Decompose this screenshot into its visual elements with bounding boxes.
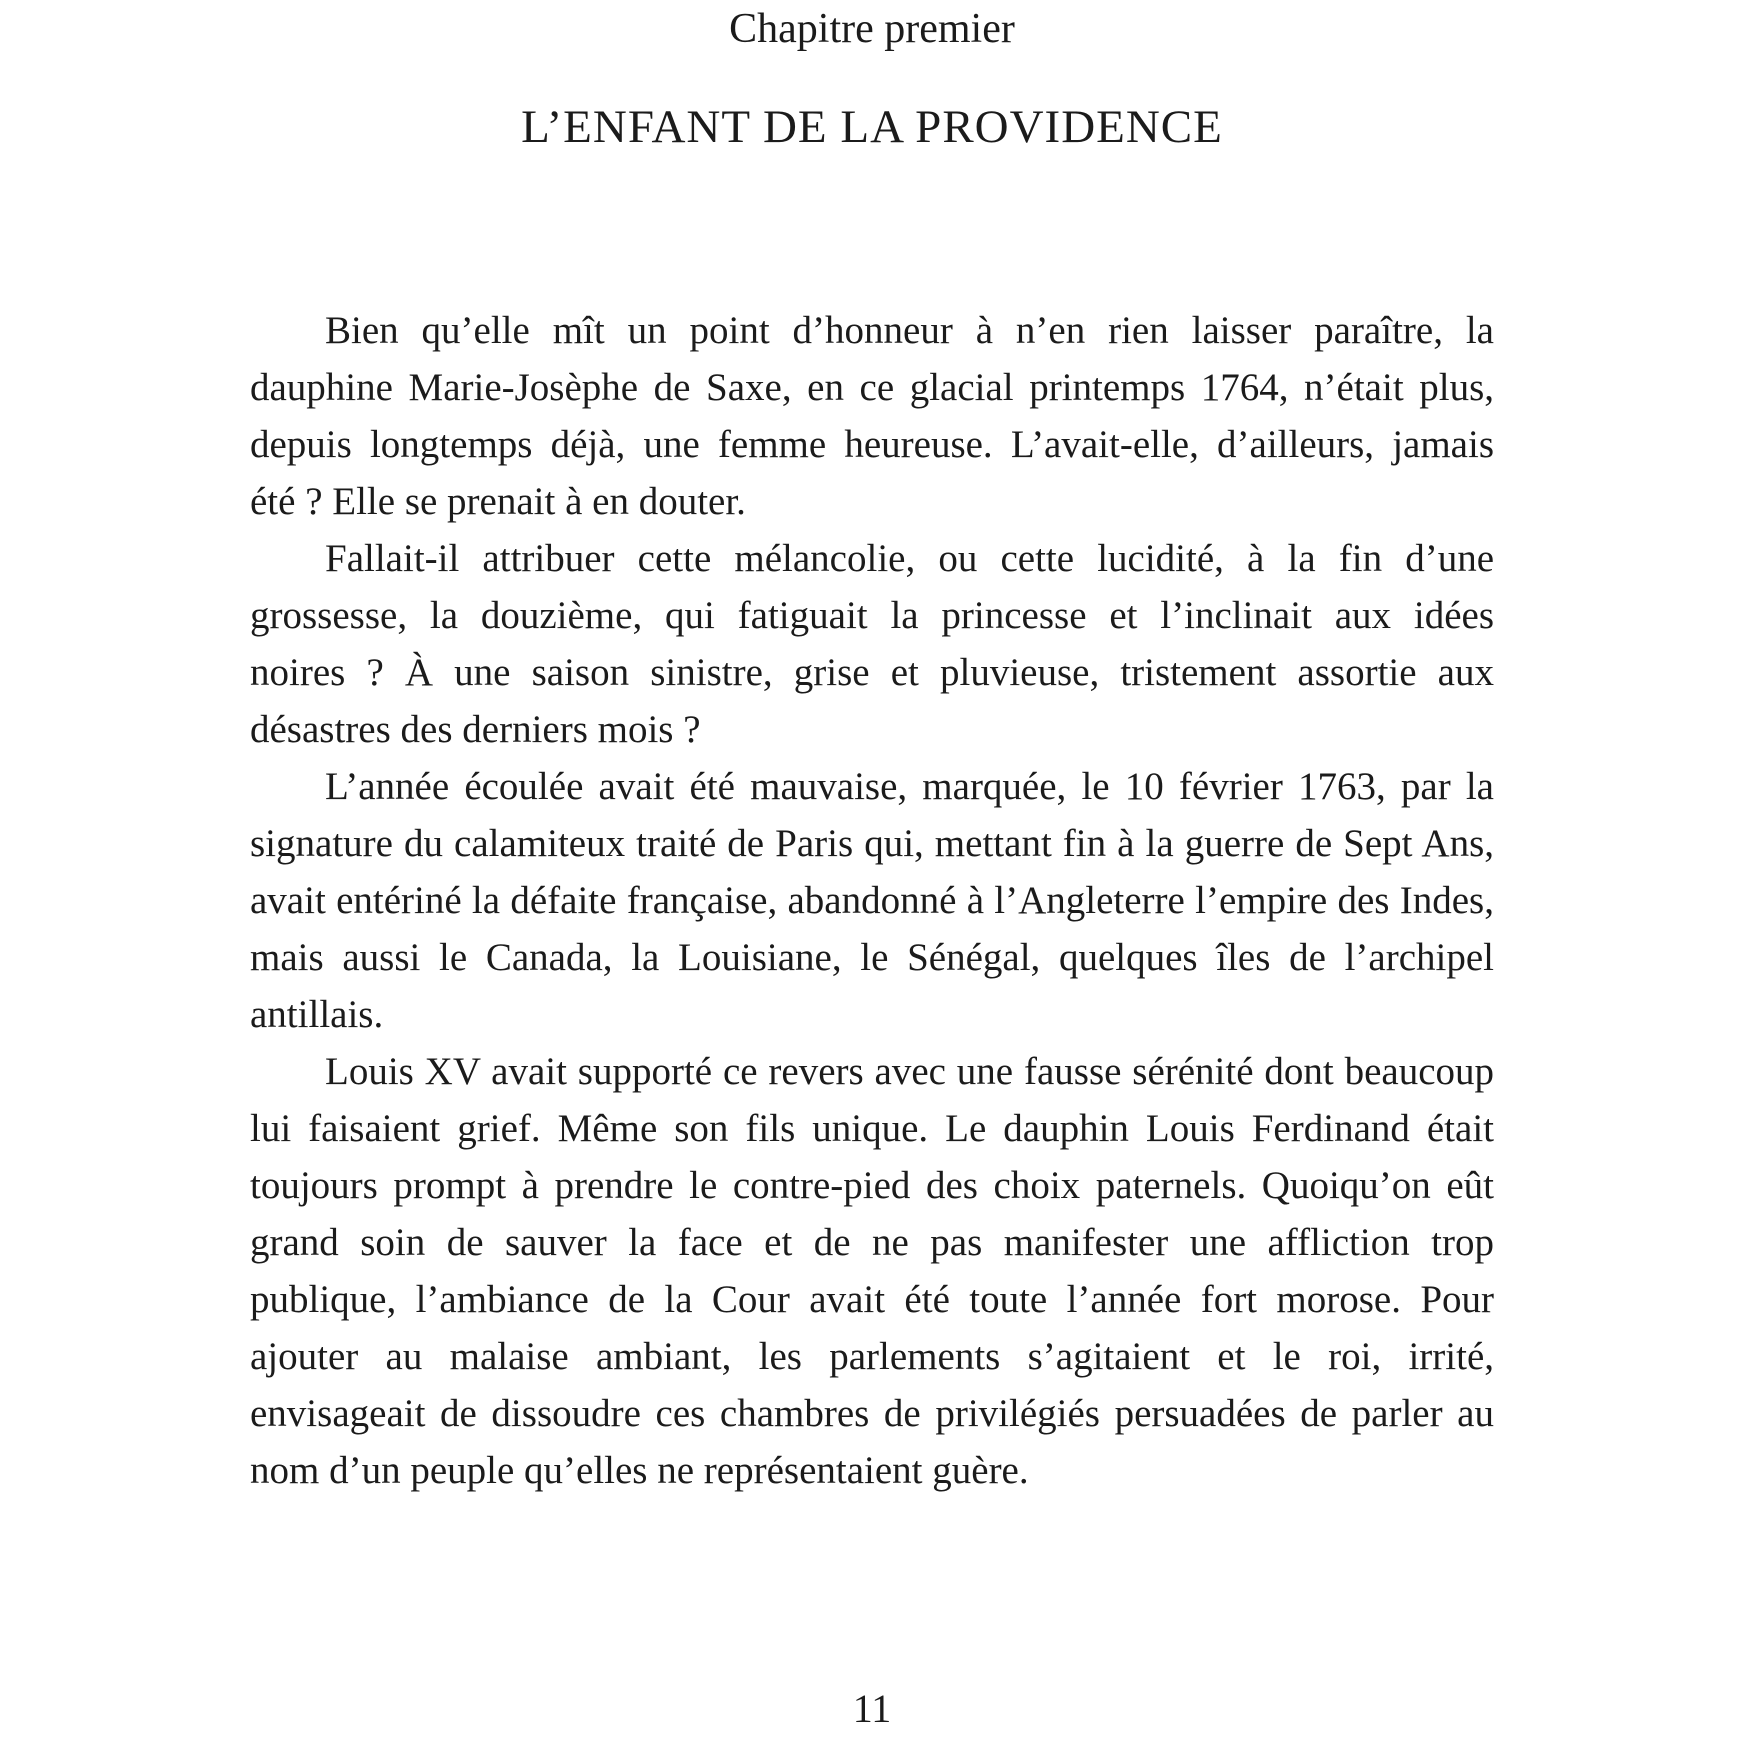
page-number: 11	[852, 1686, 892, 1731]
paragraph-2: Fallait-il attribuer cette mélancolie, ou cette lucidité, à la fin d’une grossesse, la douzième, qui fatiguait la princesse et l’inclinait aux idées noires ? À une saison sinistre, grise et pluvieuse, tristement assortie aux désastres des derniers mois ?	[250, 536, 1494, 751]
text-body	[250, 302, 1494, 1499]
chapter-heading: Chapitre premier	[729, 6, 1015, 52]
paragraph-3: L’année écoulée avait été mauvaise, marquée, le 10 février 1763, par la signature du calamiteux traité de Paris qui, mettant fin à la guerre de Sept Ans, avait entériné la défaite française, abandonné à l’Angleterre l’empire des Indes, mais aussi le Canada, la Louisiane, le Sénégal, quelques îles de l’archipel antillais.	[250, 764, 1494, 1036]
paragraph-1: Bien qu’elle mît un point d’honneur à n’en rien laisser paraître, la dauphine Marie-Josèphe de Saxe, en ce glacial printemps 1764, n’était plus, depuis longtemps déjà, une femme heureuse. L’avait-elle, d’ailleurs, jamais été ? Elle se prenait à en douter.	[250, 308, 1494, 523]
paragraph-4: Louis XV avait supporté ce revers avec une fausse sérénité dont beaucoup lui faisaient grief. Même son fils unique. Le dauphin Louis Ferdinand était toujours prompt à prendre le contre-pied des choix paternels. Quoiqu’on eût grand soin de sauver la face et de ne pas manifester une affliction trop publique, l’ambiance de la Cour avait été toute l’année fort morose. Pour ajouter au malaise ambiant, les parlements s’agitaient et le roi, irrité, envisageait de dissoudre ces chambres de privilégiés persuadées de parler au nom d’un peuple qu’elles ne représentaient guère.	[250, 1049, 1494, 1492]
page-title: L’ENFANT DE LA PROVIDENCE	[521, 101, 1223, 154]
